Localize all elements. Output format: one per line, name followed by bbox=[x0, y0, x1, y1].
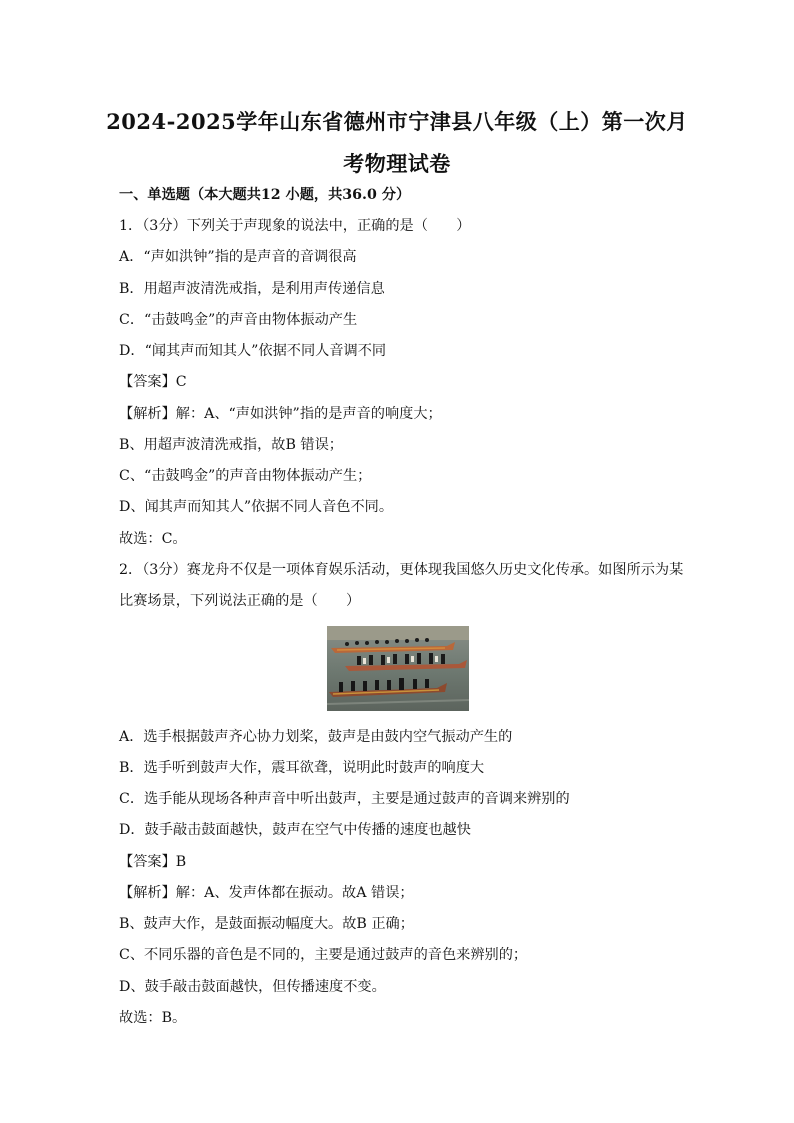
exam-title-line1: 2024-2025学年山东省德州市宁津县八年级（上）第一次月 bbox=[106, 109, 688, 134]
q2-analysis-line2: B、鼓声大作，是鼓面振动幅度大。故B 正确； bbox=[119, 916, 414, 932]
q1-option-a: A．“声如洪钟”指的是声音的音调很高 bbox=[119, 249, 357, 265]
section-heading: 一、单选题（本大题共12 小题，共36.0 分） bbox=[119, 187, 411, 203]
q2-option-d: D．鼓手敲击鼓面越快，鼓声在空气中传播的速度也越快 bbox=[119, 822, 471, 838]
q2-stem-line2: 比赛场景，下列说法正确的是（ ） bbox=[119, 593, 361, 609]
q2-analysis-line3: C、不同乐器的音色是不同的，主要是通过鼓声的音色来辨别的； bbox=[119, 947, 528, 963]
q2-option-a: A．选手根据鼓声齐心协力划桨，鼓声是由鼓内空气振动产生的 bbox=[119, 729, 513, 745]
q2-choice: 故选：B。 bbox=[119, 1010, 187, 1026]
q1-option-c: C．“击鼓鸣金”的声音由物体振动产生 bbox=[119, 312, 358, 328]
dragon-boat-icon bbox=[327, 626, 469, 711]
q2-analysis-line4: D、鼓手敲击鼓面越快，但传播速度不变。 bbox=[119, 979, 386, 995]
q1-analysis-line4: D、闻其声而知其人”依据不同人音色不同。 bbox=[119, 499, 394, 515]
q2-option-c: C．选手能从现场各种声音中听出鼓声，主要是通过鼓声的音调来辨别的 bbox=[119, 791, 570, 807]
q1-choice: 故选：C。 bbox=[119, 531, 187, 547]
q1-stem: 1．（3分）下列关于声现象的说法中，正确的是（ ） bbox=[119, 218, 471, 234]
q1-analysis-line2: B、用超声波清洗戒指，故B 错误； bbox=[119, 437, 343, 453]
q1-analysis-line1: 【解析】解：A、“声如洪钟”指的是声音的响度大； bbox=[119, 406, 442, 422]
q2-option-b: B．选手听到鼓声大作，震耳欲聋，说明此时鼓声的响度大 bbox=[119, 760, 485, 776]
q1-analysis-line3: C、“击鼓鸣金”的声音由物体振动产生； bbox=[119, 468, 372, 484]
exam-title-line2: 考物理试卷 bbox=[343, 151, 451, 176]
q2-stem-line1: 2．（3分）赛龙舟不仅是一项体育娱乐活动，更体现我国悠久历史文化传承。如图所示为某 bbox=[119, 562, 684, 578]
q2-analysis-line1: 【解析】解：A、发声体都在振动。故A 错误； bbox=[119, 885, 414, 901]
q1-option-b: B．用超声波清洗戒指，是利用声传递信息 bbox=[119, 281, 385, 297]
dragon-boat-photo bbox=[327, 626, 469, 711]
q1-answer: 【答案】C bbox=[119, 374, 187, 390]
q1-option-d: D．“闻其声而知其人”依据不同人音调不同 bbox=[119, 343, 387, 359]
q2-answer: 【答案】B bbox=[119, 854, 187, 870]
